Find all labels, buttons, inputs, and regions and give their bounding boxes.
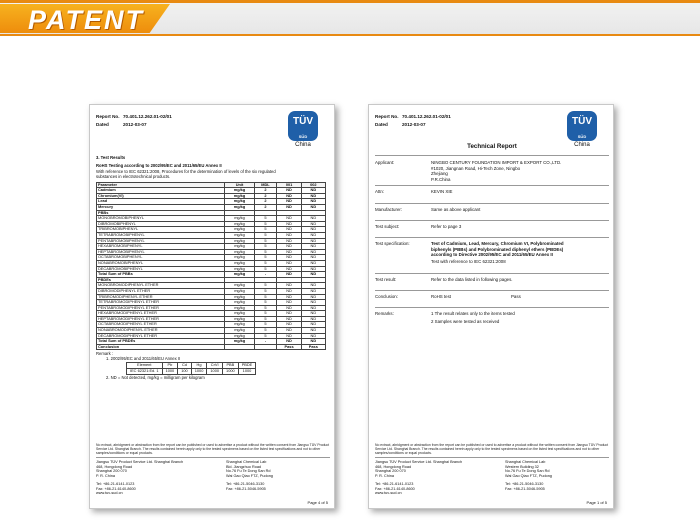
results-cell: ND [301, 311, 325, 317]
limits-cell: 1000 [162, 369, 178, 375]
patent-banner [0, 0, 700, 36]
results-cell: ND [301, 249, 325, 255]
results-cell: 5 [254, 300, 277, 306]
test-spec-value [431, 241, 607, 258]
tuv-mark-text: TÜV [293, 116, 313, 127]
dated-value: 2012-03-07 [402, 122, 426, 127]
results-cell: mg/kg [225, 300, 254, 306]
row-divider [375, 220, 609, 221]
results-cell: 2 [254, 199, 277, 205]
results-cell: mg/kg [225, 288, 254, 294]
applicant-line: P.R.China [431, 176, 451, 182]
section-heading: 3. Test Results [96, 155, 126, 160]
results-cell: ND [277, 221, 301, 227]
tuv-sub-text: SÜD [298, 134, 308, 139]
applicant-line: Zhejiang [431, 171, 448, 177]
results-cell: Chromium(VI) [97, 193, 225, 199]
results-cell: ND [277, 255, 301, 261]
results-cell: ND [277, 232, 301, 238]
results-cell: mg/kg [225, 232, 254, 238]
results-cell: DIBROMODIPHENYL ETHER [97, 288, 225, 294]
results-cell: ND [301, 260, 325, 266]
footer-line: Wai Gao Qiao FTZ, Pudong [505, 474, 552, 479]
results-cell: mg/kg [225, 188, 254, 194]
results-cell: ND [277, 244, 301, 250]
disclaimer-text: No extract, abridgment or abstraction from the report can be published or used to advertise a product without the written consent from Jiangsu TÜV Product Service Ltd. Shanghai Branch. The results contained herein apply only to the tested specimens based on the listed test specifications and not to other samples/conditions or equal products. [375, 443, 609, 456]
results-cell: mg/kg [225, 283, 254, 289]
test-spec-label: Test specification: [375, 241, 410, 246]
applicant-value [431, 160, 607, 182]
limits-cell: Hg [191, 363, 207, 369]
limits-cell: PBDE [238, 363, 256, 369]
results-cell: 5 [254, 238, 277, 244]
results-cell: MONOBROMOBIPHENYL [97, 216, 225, 222]
results-cell: DECABROMOBIPHENYL [97, 266, 225, 272]
results-cell: ND [277, 333, 301, 339]
footer-line: Tel: +86-21-6141-0123 [96, 481, 135, 486]
footer-line: Jiangsu TÜV Product Service Ltd. Shanghai Branch [96, 460, 184, 464]
results-cell: 5 [254, 328, 277, 334]
results-cell: mg/kg [225, 216, 254, 222]
limits-cell: Pb [162, 363, 178, 369]
results-cell: mg/kg [225, 260, 254, 266]
results-cell: PENTABROMOBIPHENYL [97, 238, 225, 244]
results-cell: Total Sum of PBDEs [97, 339, 225, 345]
results-cell: 5 [254, 305, 277, 311]
remark-label: Remark : [96, 351, 113, 357]
test-spec-line: Test of Cadmium, Lead, Mercury, Chromium VI, Polybrominated [431, 241, 564, 246]
conclusion-value [431, 294, 607, 300]
results-cell: mg/kg [225, 255, 254, 261]
manufacturer-label: Manufacturer: [375, 207, 403, 212]
results-cell: 2 [254, 205, 277, 211]
footer-line: Shanghai Chemical Lab [505, 460, 546, 464]
intro-line-1: With reference to IEC 62321:2008, Procedures for the determination of levels of the six regulated [96, 168, 276, 174]
results-cell: TRIBROMODIPHENYL ETHER [97, 294, 225, 300]
title-divider [375, 155, 609, 156]
row-divider [375, 203, 609, 204]
results-cell: 5 [254, 216, 277, 222]
results-cell: 2 [254, 188, 277, 194]
results-cell: HEPTABROMODIPHENYL ETHER [97, 316, 225, 322]
conclusion-standard: RoHS test [431, 294, 452, 299]
footer-line: 468, Hongdong Road [375, 464, 412, 469]
footer-line: www.tuv-sud.cn [96, 491, 123, 496]
results-cell: mg/kg [225, 322, 254, 328]
results-cell: ND [277, 272, 301, 278]
limits-cell: 1000 [238, 369, 256, 375]
limits-value-row [127, 369, 256, 375]
row-divider [375, 237, 609, 238]
test-result-label: Test result: [375, 277, 397, 282]
results-cell: ND [277, 266, 301, 272]
results-cell: 5 [254, 333, 277, 339]
results-cell: - [254, 272, 277, 278]
applicant-label: Applicant: [375, 160, 395, 165]
results-cell: ND [277, 199, 301, 205]
limits-cell: 1000 [191, 369, 207, 375]
results-cell: Pass [277, 344, 301, 350]
results-cell: ND [301, 227, 325, 233]
results-cell: ND [301, 283, 325, 289]
remark-line-1: 1. 2002/95/EC and 2011/65/EU Annex II [106, 356, 181, 362]
results-cell: ND [277, 238, 301, 244]
results-cell: mg/kg [225, 294, 254, 300]
row-divider [375, 273, 609, 274]
applicant-line: NINGBO CENTURY FOUNDATION IMPORT & EXPORT CO.,LTD. [431, 160, 562, 165]
test-subject-label: Test subject: [375, 224, 400, 229]
test-result-value: Refer to the data listed in following pages. [431, 277, 513, 282]
results-cell: 5 [254, 249, 277, 255]
results-cell: mg/kg [225, 249, 254, 255]
banner-title: PATENT [28, 5, 144, 35]
results-cell: mg/kg [225, 305, 254, 311]
results-cell: ND [277, 227, 301, 233]
results-cell [254, 344, 277, 350]
results-cell: 5 [254, 283, 277, 289]
footer-line: Western Building 32 [505, 464, 539, 469]
remark-line: 2 Samples were tested as received [431, 318, 500, 324]
row-divider [375, 290, 609, 291]
results-cell: mg/kg [225, 244, 254, 250]
results-cell: mg/kg [225, 238, 254, 244]
footer-line: 468, Hongdong Road [96, 464, 133, 469]
results-cell: 5 [254, 227, 277, 233]
dated-label: Dated [375, 122, 388, 127]
results-cell: DECABROMODIPHENYL ETHER [97, 333, 225, 339]
results-cell: ND [301, 266, 325, 272]
report-no-label: Report No. [375, 114, 399, 119]
results-cell: ND [277, 322, 301, 328]
test-subject-value: Refer to page 3 [431, 224, 462, 229]
report-page-technical-report [368, 104, 614, 509]
attn-value: KEVIN XIE [431, 189, 453, 194]
results-cell: ND [301, 188, 325, 194]
remarks-block [96, 351, 330, 380]
footer-line: Fax: +86-21-6140-8600 [96, 486, 136, 491]
limits-cell: CrVI [207, 363, 223, 369]
results-cell: mg/kg [225, 205, 254, 211]
applicant-line: #1020, Jiangnan Road, Hi-Tech Zone, Ningbo [431, 165, 521, 171]
remark-line: 1 The result relates only to the items tested [431, 311, 515, 316]
results-cell: Total Sum of PBBs [97, 272, 225, 278]
footer-address-right [226, 460, 273, 491]
footer-address-left [375, 460, 462, 496]
results-cell: ND [277, 316, 301, 322]
footer-line: Tel: +86-21-5046-3130 [226, 481, 265, 486]
results-cell: ND [277, 216, 301, 222]
banner-accent-line [0, 0, 700, 3]
results-cell: ND [277, 283, 301, 289]
results-cell: 5 [254, 232, 277, 238]
limits-cell: 100 [178, 369, 192, 375]
remarks-value [431, 311, 607, 324]
manufacturer-value: Same as above applicant [431, 207, 481, 212]
footer-address-right [505, 460, 552, 491]
footer-line: Shanghai Chemical Lab [226, 460, 267, 464]
results-cell: 2 [254, 193, 277, 199]
footer-line: P. R. China [375, 474, 394, 479]
results-cell: mg/kg [225, 272, 254, 278]
results-cell: mg/kg [225, 333, 254, 339]
results-cell: ND [277, 328, 301, 334]
results-cell: 5 [254, 311, 277, 317]
footer-line: www.tuv-sud.cn [375, 491, 402, 496]
footer-line: Tel: +86-21-6141-0123 [375, 481, 414, 486]
limits-table [126, 362, 256, 375]
dated-label: Dated [96, 122, 109, 127]
results-cell: mg/kg [225, 193, 254, 199]
results-cell: ND [277, 311, 301, 317]
results-cell: ND [277, 339, 301, 345]
results-cell: ND [301, 255, 325, 261]
results-cell: ND [277, 288, 301, 294]
results-cell: TRIBROMOBIPHENYL [97, 227, 225, 233]
tuv-country: China [574, 142, 590, 148]
results-cell: ND [277, 260, 301, 266]
results-cell: NONABROMOBIPHENYL [97, 260, 225, 266]
footer-line: Fax: +86-21-5046-5905 [226, 486, 266, 491]
results-cell: Pass [301, 344, 325, 350]
technical-report-title: Technical Report [467, 143, 517, 150]
results-cell: ND [301, 294, 325, 300]
footer-line: No.76 Fu Te Dong San Rd [505, 469, 550, 474]
results-cell [225, 344, 254, 350]
report-meta [375, 113, 451, 129]
tuv-mark-text: TÜV [572, 116, 592, 127]
footer-line: No.76 Fu Te Dong San Rd [226, 469, 271, 474]
results-cell: ND [301, 322, 325, 328]
results-cell: mg/kg [225, 227, 254, 233]
results-cell: ND [301, 232, 325, 238]
results-cell: ND [277, 305, 301, 311]
limits-cell: 1000 [223, 369, 239, 375]
report-no: 70.401.12.262.01-02/01 [402, 114, 451, 119]
page-number: Page 4 of 5 [307, 500, 328, 505]
results-cell: mg/kg [225, 339, 254, 345]
remarks-label: Remarks: [375, 311, 394, 316]
results-header-cell: 002 [301, 182, 325, 188]
results-cell: mg/kg [225, 221, 254, 227]
results-cell: Lead [97, 199, 225, 205]
tuv-mark-icon [288, 111, 318, 141]
conclusion-label: Conclusion: [375, 294, 398, 299]
results-cell: 5 [254, 266, 277, 272]
results-cell: TETRABROMOBIPHENYL [97, 232, 225, 238]
limits-cell: 1000 [207, 369, 223, 375]
dated-value: 2012-03-07 [123, 122, 147, 127]
limits-cell: IEC 62321:Ed. 1 [127, 369, 163, 375]
results-cell: PBBs [97, 210, 225, 216]
page-number: Page 1 of 5 [586, 500, 607, 505]
results-cell: mg/kg [225, 199, 254, 205]
results-cell: ND [277, 294, 301, 300]
results-cell: 5 [254, 316, 277, 322]
results-cell: ND [301, 238, 325, 244]
footer-line: Fax: +86-21-5046-5905 [505, 486, 545, 491]
report-meta [96, 113, 172, 129]
results-cell: mg/kg [225, 316, 254, 322]
results-cell: ND [301, 300, 325, 306]
test-spec-ref: Test with reference to IEC 62321:2008 [431, 259, 506, 264]
rohs-heading: RoHS Testing according to 2002/95/EC and 2011/65/EU Annex II [96, 163, 222, 169]
disclaimer-text: No extract, abridgment or abstraction from the report can be published or used to advertise a product without the written consent from Jiangsu TÜV Product Service Ltd. Shanghai Branch. The results contained herein apply only to the tested specimens based on the listed test specifications and not to other samples/conditions or equal products. [96, 443, 330, 456]
conclusion-result: Pass [511, 294, 521, 299]
results-cell: 5 [254, 260, 277, 266]
results-cell: 5 [254, 288, 277, 294]
footer-line: P. R. China [96, 474, 115, 479]
footer-line: Shanghai 200 070 [375, 469, 406, 474]
results-cell: 5 [254, 244, 277, 250]
footer-line: Jiangsu TÜV Product Service Ltd. Shanghai Branch [375, 460, 463, 464]
results-cell: ND [277, 188, 301, 194]
results-cell: ND [277, 249, 301, 255]
footer-divider [375, 457, 609, 458]
results-cell: mg/kg [225, 311, 254, 317]
results-cell: ND [301, 288, 325, 294]
results-row [97, 344, 326, 350]
footer-line: Bld. Jiangzhuo Road [226, 464, 262, 469]
footer-line: Tel: +86-21-5046-3130 [505, 481, 544, 486]
row-divider [375, 185, 609, 186]
limits-cell: Element [127, 363, 163, 369]
results-cell: ND [301, 316, 325, 322]
results-cell: ND [301, 328, 325, 334]
results-table [96, 182, 326, 351]
results-cell: ND [277, 193, 301, 199]
results-header-cell: 001 [277, 182, 301, 188]
footer-line: Shanghai 200 070 [96, 469, 127, 474]
intro-line-2: substances in electrotechnical products. [96, 174, 171, 180]
limits-cell: PBB [223, 363, 239, 369]
footer-divider [96, 457, 330, 458]
test-spec-line: according to Directive 2002/95/EC and 2011/65/EU Annex II [431, 252, 553, 258]
results-cell: PENTABROMODIPHENYL ETHER [97, 305, 225, 311]
results-cell: Cadmium [97, 188, 225, 194]
results-header-cell: Unit [225, 182, 254, 188]
results-cell: ND [301, 339, 325, 345]
remark-line-2: 2. ND = Not detected, mg/kg = milligram per kilogram [106, 375, 205, 381]
results-cell: 5 [254, 294, 277, 300]
results-cell: OCTABROMOBIPHENYL [97, 255, 225, 261]
results-cell: HEXABROMOBIPHENYL [97, 244, 225, 250]
footer-address-left [96, 460, 183, 496]
footer-line: Fax: +86-21-6140-8600 [375, 486, 415, 491]
results-cell: mg/kg [225, 328, 254, 334]
results-cell: ND [301, 221, 325, 227]
results-cell: DIBROMOBIPHENYL [97, 221, 225, 227]
results-cell: ND [301, 216, 325, 222]
results-cell: PBDEs [97, 277, 225, 283]
results-header-cell: Parameter [97, 182, 225, 188]
results-cell: 5 [254, 322, 277, 328]
results-cell: ND [301, 272, 325, 278]
results-cell: Conclusion [97, 344, 225, 350]
results-cell: ND [277, 300, 301, 306]
report-no-label: Report No. [96, 114, 120, 119]
results-cell: MONOBROMODIPHENYL ETHER [97, 283, 225, 289]
tuv-country: China [295, 142, 311, 148]
results-cell: mg/kg [225, 266, 254, 272]
results-cell: Mercury [97, 205, 225, 211]
results-cell: HEPTABROMOBIPHENYL [97, 249, 225, 255]
attn-label: Attn: [375, 189, 385, 194]
results-cell: HEXABROMODIPHENYL ETHER [97, 311, 225, 317]
results-cell: ND [301, 244, 325, 250]
row-divider [375, 307, 609, 308]
limits-cell: Cd [178, 363, 192, 369]
results-cell: ND [277, 205, 301, 211]
results-cell: ND [301, 333, 325, 339]
results-cell: ND [301, 193, 325, 199]
results-cell: 5 [254, 221, 277, 227]
results-cell: ND [301, 305, 325, 311]
results-cell: 5 [254, 255, 277, 261]
test-spec-line: biphenyls (PBBs) and Polybrominated diphenyl ethers (PBDEs) [431, 246, 564, 252]
tuv-sub-text: SÜD [577, 134, 587, 139]
report-no: 70.401.12.262.01-02/01 [123, 114, 172, 119]
tuv-mark-icon [567, 111, 597, 141]
footer-line: Wai Gao Qiao FTZ, Pudong [226, 474, 273, 479]
results-cell: ND [301, 199, 325, 205]
results-cell: - [254, 339, 277, 345]
test-results-body [96, 155, 330, 380]
tuv-logo [286, 111, 320, 148]
results-cell: OCTABROMODIPHENYL ETHER [97, 322, 225, 328]
results-cell: TETRABROMODIPHENYL ETHER [97, 300, 225, 306]
results-header-cell: MDL [254, 182, 277, 188]
results-cell: ND [301, 205, 325, 211]
report-page-test-results [89, 104, 335, 509]
results-cell: NONABROMODIPHENYL ETHER [97, 328, 225, 334]
